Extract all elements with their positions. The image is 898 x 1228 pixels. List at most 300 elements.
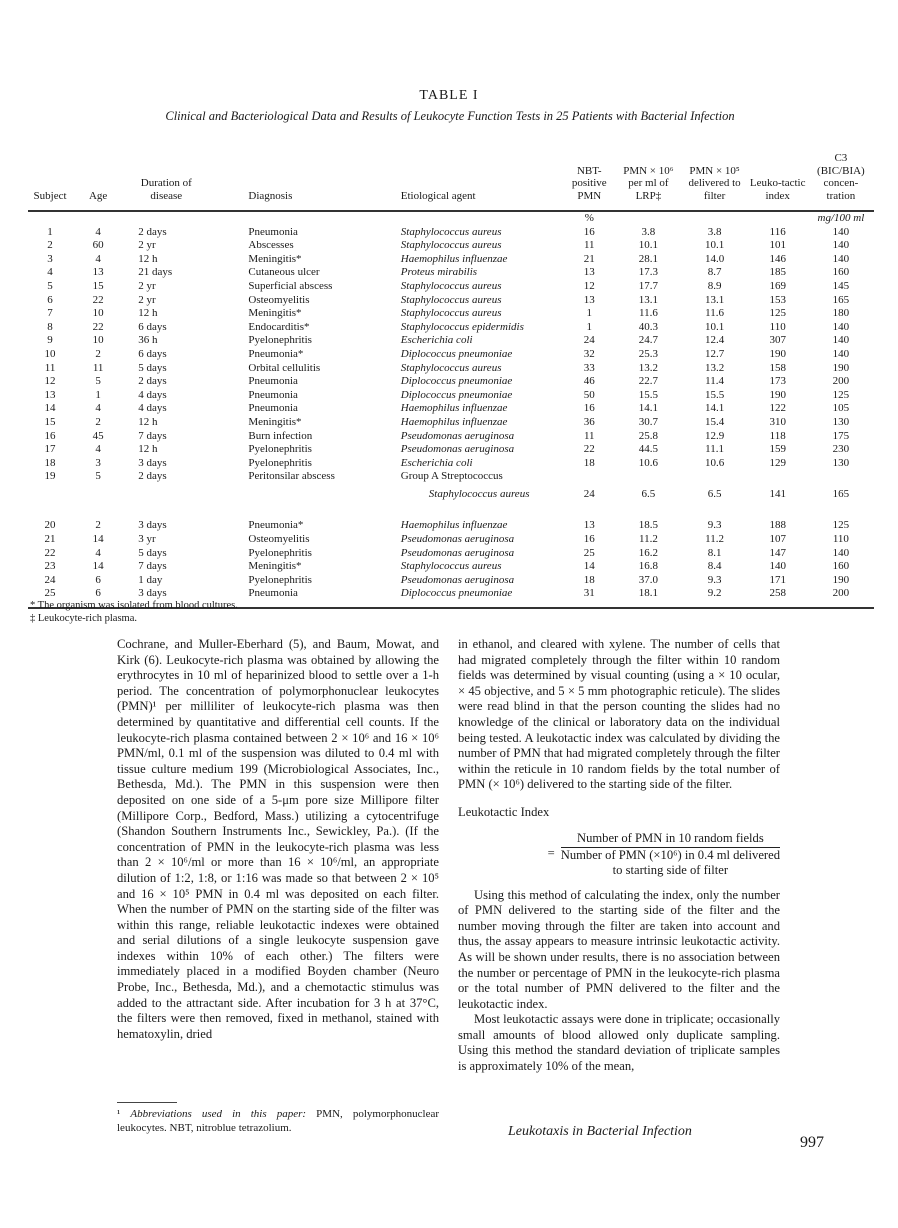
cell-subject: 22 [44, 546, 56, 559]
cell-duration: 2 days [138, 375, 167, 388]
table-row [28, 443, 874, 457]
cell-index: 116 [769, 225, 786, 238]
cell-age: 2 [95, 415, 101, 428]
table-row [28, 533, 874, 547]
cell-pmn-delivered: 10.1 [704, 239, 725, 252]
cell-subject: 2 [47, 239, 53, 252]
footnote-lrp: ‡ Leukocyte-rich plasma. [30, 613, 137, 624]
cell-c3: 130 [832, 456, 850, 469]
cell-nbt: 18 [583, 573, 595, 586]
cell-subject: 25 [28, 587, 72, 608]
unit-nbt: % [584, 212, 594, 224]
cell-pmn-delivered: 12.4 [704, 334, 725, 347]
cell-nbt: 25 [583, 546, 595, 559]
cell-pmn-delivered: 12.9 [704, 429, 725, 442]
table-row [28, 362, 874, 376]
cell-pmn-delivered: 11.6 [705, 307, 724, 320]
table-row-continuation [28, 484, 874, 506]
cell-diagnosis: Pyelonephritis [248, 334, 312, 347]
cell-agent: Staphylococcus epidermidis [400, 320, 524, 333]
cell-subject: 18 [44, 456, 56, 469]
cell-index: 307 [769, 334, 786, 347]
cell-nbt: 33 [583, 361, 595, 374]
cell-diagnosis: Superficial abscess [248, 279, 333, 292]
cell-age: 11 [92, 361, 104, 374]
cell-subject: 20 [44, 519, 56, 532]
cell-index: 190 [769, 347, 786, 360]
header-c3: C3 (BIC/BIA) concen-tration [808, 152, 874, 211]
cell-pmn-delivered: 13.2 [704, 361, 725, 374]
cell-age: 5 [95, 470, 101, 483]
cell-agent: Escherichia coli [400, 334, 473, 347]
cell-index: 188 [769, 519, 786, 532]
cell-c3: 110 [832, 533, 849, 546]
table-row [28, 334, 874, 348]
cell-pmn-delivered: 12.7 [704, 347, 725, 360]
footnote-text: PMN, polymorphonuclear leukocytes. NBT, nitroblue tetrazolium. [117, 1108, 440, 1134]
cell-c3: 165 [832, 293, 850, 306]
cell-diagnosis: Abscesses [248, 239, 294, 252]
cell-duration: 3 days [138, 456, 167, 469]
cell-agent: Staphylococcus aureus [400, 239, 502, 252]
body-paragraph: in ethanol, and cleared with xylene. The number of cells that had migrated completely through the filter within 10 random fields was determined by visual counting (using a × 10 ocular, × 45 objective, and 5 × 5 mm photographic reticule). The slides were read blind in that the person counting the slides had no knowledge of the clinical or laboratory data on the individual being tested. A leukotactic index was calculated by dividing the number of PMN that had migrated completely through the filter within the reticule in 10 random fields by the total number of PMN (× 10⁶) delivered to the starting side of the filter. [458, 637, 780, 792]
cell-pmn-delivered: 3.8 [707, 225, 722, 238]
cell-c3: 125 [832, 519, 850, 532]
cell-c3: 190 [832, 573, 850, 586]
cell-c3: 140 [832, 239, 850, 252]
cell-index: 118 [769, 429, 786, 442]
footnote-divider [117, 1102, 177, 1103]
cell-subject: 1 [47, 225, 53, 238]
cell-diagnosis: Pneumonia [248, 402, 298, 415]
cell-index: 171 [769, 573, 786, 586]
cell-age: 4 [95, 443, 101, 456]
header-age: Age [72, 152, 124, 211]
table-row [28, 280, 874, 294]
table-row [28, 547, 874, 561]
cell-c3: 165 [832, 488, 850, 501]
unit-c3: mg/100 ml [817, 212, 865, 224]
cell-pmn-per-ml: 44.5 [638, 443, 659, 456]
table-row [28, 253, 874, 267]
cell-age: 15 [92, 279, 104, 292]
cell-c3: 160 [832, 266, 850, 279]
cell-agent: Diplococcus pneumoniae [400, 388, 513, 401]
cell-pmn-per-ml: 6.5 [641, 488, 656, 501]
cell-age: 14 [92, 560, 104, 573]
cell-c3: 200 [808, 587, 874, 608]
cell-subject: 3 [47, 252, 53, 265]
cell-nbt: 1 [586, 320, 593, 333]
cell-diagnosis: Peritonsilar abscess [248, 470, 335, 483]
cell-nbt: 11 [583, 429, 595, 442]
body-paragraph: Using this method of calculating the index, only the number of PMN delivered to the starting side of the filter and the number moving through the filter are taken into account and thus, the assay appears to measure intrinsic leukotactic activity. As will be shown under results, there is no association between the number or percentage of PMN in the leukocyte-rich plasma or the total number of PMN delivered to the filter and the leukotactic index. [458, 887, 780, 1011]
cell-diagnosis: Cutaneous ulcer [248, 266, 320, 279]
cell-subject: 7 [47, 307, 53, 320]
cell-duration: 2 yr [138, 279, 156, 292]
cell-duration: 1 day [138, 573, 163, 586]
table-row [28, 375, 874, 389]
cell-diagnosis [208, 484, 370, 506]
cell-nbt: 21 [583, 252, 595, 265]
table-row [28, 574, 874, 588]
cell-pmn-per-ml: 25.8 [638, 429, 659, 442]
cell-pmn-per-ml: 11.2 [638, 533, 658, 546]
table-row [28, 348, 874, 362]
table-row [28, 560, 874, 574]
cell-pmn-delivered: 8.7 [707, 266, 722, 279]
cell-c3: 140 [832, 252, 850, 265]
cell-nbt: 13 [583, 293, 595, 306]
cell-duration: 7 days [138, 429, 167, 442]
spacer-cell [28, 506, 874, 520]
cell-diagnosis: Meningitis* [248, 307, 302, 320]
table-row [28, 266, 874, 280]
cell-pmn-per-ml [615, 470, 681, 484]
cell-agent: Diplococcus pneumoniae [400, 347, 513, 360]
cell-age [72, 484, 124, 506]
cell-c3: 140 [832, 225, 850, 238]
cell-index: 185 [769, 266, 786, 279]
cell-duration: 5 days [138, 546, 167, 559]
cell-index: 258 [748, 587, 808, 608]
cell-nbt: 16 [583, 533, 595, 546]
cell-nbt: 12 [583, 279, 595, 292]
cell-pmn-delivered: 11.1 [705, 443, 724, 456]
header-agent: Etiological agent [371, 152, 563, 211]
cell-agent: Pseudomonas aeruginosa [400, 429, 515, 442]
formula-numerator: Number of PMN in 10 random fields [561, 831, 780, 848]
cell-diagnosis: Pyelonephritis [248, 443, 312, 456]
cell-subject: 9 [47, 334, 53, 347]
cell-pmn-delivered: 14.0 [704, 252, 725, 265]
cell-pmn-per-ml: 25.3 [638, 347, 659, 360]
cell-c3: 140 [832, 347, 850, 360]
cell-diagnosis: Burn infection [248, 429, 313, 442]
cell-duration: 7 days [138, 560, 167, 573]
cell-index: 107 [769, 533, 786, 546]
cell-c3: 190 [832, 361, 850, 374]
cell-pmn-per-ml: 10.6 [638, 456, 659, 469]
table-row [28, 226, 874, 240]
right-column [458, 637, 780, 1075]
cell-agent: Diplococcus pneumoniae [371, 587, 563, 608]
cell-age: 22 [92, 293, 104, 306]
cell-index: 110 [769, 320, 786, 333]
cell-c3: 125 [832, 388, 850, 401]
cell-agent: Staphylococcus aureus [400, 307, 502, 320]
cell-index: 153 [769, 293, 786, 306]
leukotactic-index-formula [458, 831, 780, 878]
cell-subject: 24 [44, 573, 56, 586]
cell-subject: 6 [47, 293, 53, 306]
cell-index: 101 [769, 239, 786, 252]
cell-pmn-delivered: 9.3 [707, 519, 722, 532]
cell-duration: 6 days [138, 320, 167, 333]
cell-age: 6 [72, 587, 124, 608]
header-index: Leuko-tactic index [748, 152, 808, 211]
header-nbt: NBT-positive PMN [563, 152, 615, 211]
cell-duration: 12 h [138, 415, 158, 428]
cell-nbt: 36 [583, 415, 595, 428]
cell-duration: 5 days [138, 361, 167, 374]
cell-c3: 230 [832, 443, 850, 456]
cell-subject: 12 [44, 375, 56, 388]
cell-c3: 160 [832, 560, 850, 573]
cell-pmn-per-ml: 28.1 [638, 252, 659, 265]
cell-age: 6 [95, 573, 101, 586]
cell-c3 [808, 470, 874, 484]
table-row [28, 239, 874, 253]
formula-denominator-line1: Number of PMN (×10⁶) in 0.4 ml delivered [560, 847, 780, 862]
cell-index: 147 [769, 546, 786, 559]
cell-pmn-delivered: 11.4 [705, 375, 724, 388]
cell-pmn-delivered: 9.2 [681, 587, 747, 608]
cell-duration [124, 484, 208, 506]
cell-diagnosis: Pneumonia [248, 375, 298, 388]
body-paragraph: Cochrane, and Muller-Eberhard (5), and Baum, Mowat, and Kirk (6). Leukocyte-rich plasma was obtained by allowing the erythrocytes in 10 ml of heparinized blood to settle over a 1-h period. The concentration of polymorphonuclear leukocytes (PMN)¹ per milliliter of leukocyte-rich plasma was then determined by quantitative and differential cell counts. If the leukocyte-rich plasma contained between 2 × 10⁶ and 16 × 10⁶ PMN/ml, 0.1 ml of the suspension was diluted to 0.4 ml with tissue culture medium 199 (Microbiological Associates, Inc., Bethesda, Md.). The PMN in this suspension were then deposited on one side of a 5-μm pore size Millipore filter (Millipore Corp., Bedford, Mass.) utilizing a cytocentrifuge (Shandon Southern Instruments Inc., Sewickley, Pa.). (If the concentration of PMN in the leukocyte-rich plasma was less than 2 × 10⁶/ml or more than 16 × 10⁶/ml, an appropriate dilution of 1:2, 1:8, or 1:16 was made so that between 2 × 10⁵ and 16 × 10⁵ PMN in 0.4 ml was deposited on each filter. When the number of PMN on the starting side of the filter was within this range, reliable leukotactic indexes were obtained and serial dilutions of a single leukocyte suspension gave indexes within 10% of each other.) The filters were immediately placed in a modified Boyden chamber (Neuro Probe, Inc., Bethesda, Md.), and a chemotactic stimulus was added to the attractant side. After incubation for 3 h at 37°C, the filters were then removed, fixed in methanol, stained with hematoxylin, dried [117, 637, 439, 1041]
cell-pmn-delivered: 10.1 [704, 320, 725, 333]
cell-agent: Group A Streptococcus [400, 470, 503, 483]
cell-subject: 16 [44, 429, 56, 442]
cell-subject: 11 [44, 361, 56, 374]
cell-nbt: 46 [583, 375, 595, 388]
cell-age: 10 [92, 307, 104, 320]
units-row [28, 211, 874, 226]
cell-index [748, 470, 808, 484]
cell-pmn-per-ml: 18.5 [638, 519, 659, 532]
cell-pmn-per-ml: 15.5 [638, 388, 659, 401]
cell-agent: Escherichia coli [400, 456, 473, 469]
cell-duration: 3 yr [138, 533, 156, 546]
cell-subject: 5 [47, 279, 53, 292]
formula-fraction [561, 831, 780, 878]
footnote-label: Abbreviations used in this paper: [130, 1108, 307, 1120]
cell-pmn-delivered: 11.2 [705, 533, 724, 546]
cell-agent: Haemophilus influenzae [400, 519, 508, 532]
cell-subject: 23 [44, 560, 56, 573]
cell-pmn-per-ml: 14.1 [638, 402, 659, 415]
cell-nbt: 32 [583, 347, 595, 360]
cell-agent: Staphylococcus aureus [428, 488, 530, 501]
header-pmn-delivered: PMN × 10⁵ delivered to filter [681, 152, 747, 211]
cell-nbt [563, 470, 615, 484]
cell-age: 2 [95, 347, 101, 360]
cell-pmn-per-ml: 30.7 [638, 415, 659, 428]
cell-pmn-delivered: 13.1 [704, 293, 725, 306]
section-subheading: Leukotactic Index [458, 804, 550, 819]
table-row [28, 470, 874, 484]
cell-subject: 14 [44, 402, 56, 415]
cell-subject: 8 [47, 320, 53, 333]
table-row [28, 457, 874, 471]
cell-agent: Haemophilus influenzae [400, 402, 508, 415]
cell-age: 60 [92, 239, 104, 252]
cell-pmn-per-ml: 13.2 [638, 361, 659, 374]
cell-duration: 2 yr [138, 293, 156, 306]
cell-agent: Proteus mirabilis [400, 266, 478, 279]
cell-diagnosis: Orbital cellulitis [248, 361, 321, 374]
cell-pmn-per-ml: 40.3 [638, 320, 659, 333]
table-row [28, 430, 874, 444]
cell-pmn-per-ml: 16.2 [638, 546, 659, 559]
cell-c3: 140 [832, 334, 850, 347]
cell-nbt: 16 [583, 402, 595, 415]
cell-c3: 105 [832, 402, 850, 415]
cell-age: 14 [92, 533, 104, 546]
cell-index: 122 [769, 402, 786, 415]
table-row [28, 402, 874, 416]
cell-diagnosis: Meningitis* [248, 560, 302, 573]
cell-nbt: 14 [583, 560, 595, 573]
table-footnotes [30, 599, 238, 625]
cell-nbt: 50 [583, 388, 595, 401]
header-duration: Duration of disease [124, 152, 208, 211]
cell-index: 129 [769, 456, 786, 469]
cell-index: 125 [769, 307, 786, 320]
cell-subject: 13 [44, 388, 56, 401]
cell-agent: Staphylococcus aureus [400, 293, 502, 306]
table-row [28, 294, 874, 308]
cell-age: 4 [95, 402, 101, 415]
cell-diagnosis: Osteomyelitis [248, 293, 310, 306]
cell-pmn-delivered [681, 470, 747, 484]
cell-nbt: 1 [586, 307, 593, 320]
cell-age: 3 [95, 456, 101, 469]
cell-agent: Haemophilus influenzae [400, 252, 508, 265]
cell-index: 140 [769, 560, 786, 573]
page-number: 997 [800, 1134, 824, 1151]
cell-pmn-per-ml: 17.7 [638, 279, 659, 292]
cell-subject: 4 [47, 266, 53, 279]
cell-agent: Pseudomonas aeruginosa [400, 573, 515, 586]
cell-diagnosis: Meningitis* [248, 415, 302, 428]
cell-duration: 4 days [138, 388, 167, 401]
cell-duration: 2 yr [138, 239, 156, 252]
table-title: TABLE I [419, 88, 479, 103]
cell-nbt: 18 [583, 456, 595, 469]
cell-nbt: 22 [583, 443, 595, 456]
cell-c3: 140 [832, 546, 850, 559]
cell-pmn-per-ml: 3.8 [641, 225, 656, 238]
cell-duration: 12 h [138, 252, 158, 265]
table-caption: Clinical and Bacteriological Data and Results of Leukocyte Function Tests in 25 Patients with Bacterial Infection [165, 109, 735, 123]
cell-diagnosis: Pneumonia [248, 388, 298, 401]
cell-agent: Staphylococcus aureus [400, 279, 502, 292]
cell-agent: Staphylococcus aureus [400, 560, 502, 573]
body-paragraph: Most leukotactic assays were done in triplicate; occasionally small amounts of blood allowed only duplicate sampling. Using this method the standard deviation of triplicate samples is approximately 10% of the mean, [458, 1012, 780, 1074]
cell-age: 2 [95, 519, 101, 532]
cell-duration: 2 days [138, 470, 167, 483]
cell-pmn-delivered: 8.9 [707, 279, 722, 292]
formula-denominator-line2: to starting side of filter [612, 862, 729, 877]
cell-nbt: 11 [583, 239, 595, 252]
cell-agent: Pseudomonas aeruginosa [400, 546, 515, 559]
cell-diagnosis: Pyelonephritis [248, 546, 312, 559]
cell-nbt: 13 [583, 266, 595, 279]
cell-duration: 12 h [138, 443, 158, 456]
cell-nbt: 13 [583, 519, 595, 532]
cell-age: 4 [95, 225, 101, 238]
cell-agent: Staphylococcus aureus [400, 361, 502, 374]
cell-age: 45 [92, 429, 104, 442]
cell-duration: 3 days [138, 519, 167, 532]
cell-diagnosis: Endocarditis* [248, 320, 310, 333]
cell-c3: 140 [832, 320, 850, 333]
cell-index: 310 [769, 415, 786, 428]
cell-pmn-per-ml: 22.7 [638, 375, 659, 388]
cell-pmn-delivered: 6.5 [707, 488, 722, 501]
cell-pmn-per-ml: 37.0 [638, 573, 659, 586]
cell-index: 141 [769, 488, 786, 501]
cell-pmn-per-ml: 10.1 [638, 239, 659, 252]
cell-agent: Pseudomonas aeruginosa [400, 443, 515, 456]
cell-diagnosis: Pneumonia [248, 225, 298, 238]
cell-diagnosis: Pyelonephritis [248, 573, 312, 586]
cell-subject: 19 [44, 470, 56, 483]
cell-pmn-per-ml: 24.7 [638, 334, 659, 347]
cell-c3: 200 [832, 375, 850, 388]
cell-duration: 2 days [138, 225, 167, 238]
cell-index: 169 [769, 279, 786, 292]
footnote-blood-cultures: * The organism was isolated from blood cultures. [30, 600, 238, 611]
table-row [28, 416, 874, 430]
table-header-row [28, 152, 874, 211]
footnote-marker: ¹ [117, 1108, 121, 1120]
cell-duration: 3 days [124, 587, 208, 608]
cell-age: 4 [95, 252, 101, 265]
cell-duration: 4 days [138, 402, 167, 415]
cell-duration: 21 days [138, 266, 173, 279]
cell-age: 13 [92, 266, 104, 279]
cell-diagnosis: Pyelonephritis [248, 456, 312, 469]
cell-duration: 36 h [138, 334, 158, 347]
cell-pmn-delivered: 9.3 [707, 573, 722, 586]
cell-index: 190 [769, 388, 786, 401]
cell-agent: Diplococcus pneumoniae [400, 375, 513, 388]
header-diagnosis: Diagnosis [208, 152, 370, 211]
cell-nbt: 24 [583, 488, 595, 501]
cell-duration: 6 days [138, 347, 167, 360]
cell-index: 159 [769, 443, 786, 456]
cell-agent: Pseudomonas aeruginosa [400, 533, 515, 546]
table-row [28, 321, 874, 335]
cell-subject: 21 [44, 533, 56, 546]
header-pmn-per-ml: PMN × 10⁶ per ml of LRP‡ [615, 152, 681, 211]
cell-pmn-per-ml: 17.3 [638, 266, 659, 279]
cell-pmn-per-ml: 13.1 [638, 293, 659, 306]
cell-subject: 17 [44, 443, 56, 456]
cell-nbt: 24 [583, 334, 595, 347]
left-column [117, 637, 439, 1042]
cell-pmn-delivered: 8.4 [707, 560, 722, 573]
cell-age: 22 [92, 320, 104, 333]
formula-equals: = [547, 846, 555, 861]
cell-pmn-delivered: 8.1 [707, 546, 722, 559]
cell-pmn-per-ml: 18.1 [615, 587, 681, 608]
cell-pmn-delivered: 14.1 [704, 402, 725, 415]
cell-index: 173 [769, 375, 786, 388]
cell-diagnosis: Meningitis* [248, 252, 302, 265]
table-row [28, 307, 874, 321]
cell-diagnosis: Pneumonia* [248, 347, 304, 360]
cell-diagnosis: Osteomyelitis [248, 533, 310, 546]
footnote-abbreviations [117, 1107, 439, 1135]
cell-agent: Staphylococcus aureus [400, 225, 502, 238]
cell-age: 1 [95, 388, 101, 401]
header-subject: Subject [28, 152, 72, 211]
cell-pmn-per-ml: 16.8 [638, 560, 659, 573]
